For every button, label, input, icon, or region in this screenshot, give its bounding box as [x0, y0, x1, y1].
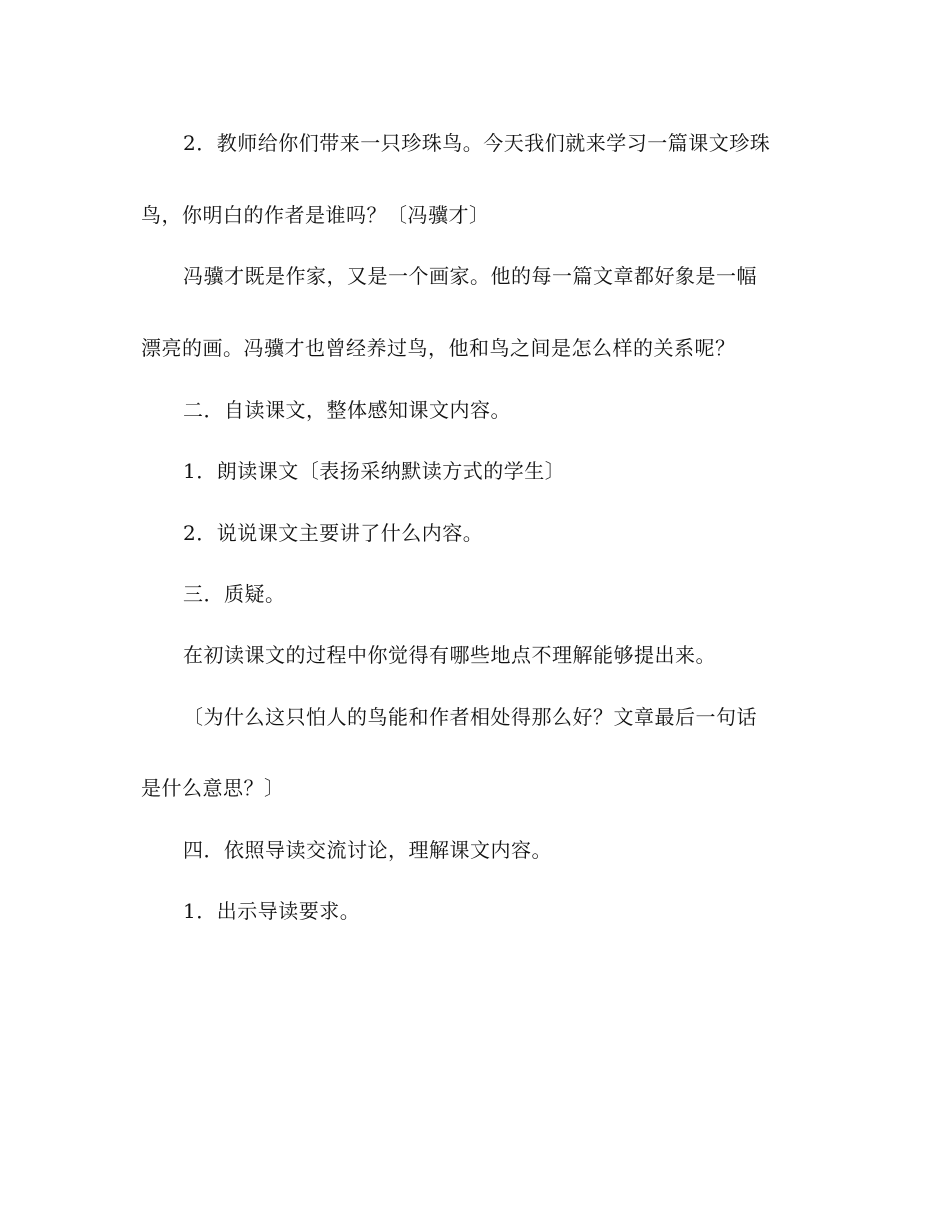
- paragraph-line-3: 冯骥才既是作家，又是一个画家。他的每一篇文章都好象是一幅: [183, 264, 757, 288]
- section-heading-4: 四．依照导读交流讨论，理解课文内容。: [183, 838, 552, 862]
- list-item-guide: 1．出示导读要求。: [183, 899, 361, 923]
- section-heading-3: 三．质疑。: [183, 582, 286, 606]
- paragraph-line-10: 〔为什么这只怕人的鸟能和作者相处得那么好？文章最后一句话: [183, 705, 757, 729]
- paragraph-line-4: 漂亮的画。冯骥才也曾经养过鸟，他和鸟之间是怎么样的关系呢？: [141, 336, 736, 360]
- paragraph-line-1: 2．教师给你们带来一只珍珠鸟。今天我们就来学习一篇课文珍珠: [183, 131, 771, 155]
- list-item-read: 1．朗读课文〔表扬采纳默读方式的学生〕: [183, 459, 566, 483]
- paragraph-line-9: 在初读课文的过程中你觉得有哪些地点不理解能够提出来。: [183, 643, 716, 667]
- paragraph-line-2: 鸟，你明白的作者是谁吗？〔冯骥才〕: [141, 203, 490, 227]
- section-heading-2: 二．自读课文，整体感知课文内容。: [183, 398, 511, 422]
- list-item-summary: 2．说说课文主要讲了什么内容。: [183, 521, 484, 545]
- paragraph-line-11: 是什么意思？〕: [141, 776, 285, 800]
